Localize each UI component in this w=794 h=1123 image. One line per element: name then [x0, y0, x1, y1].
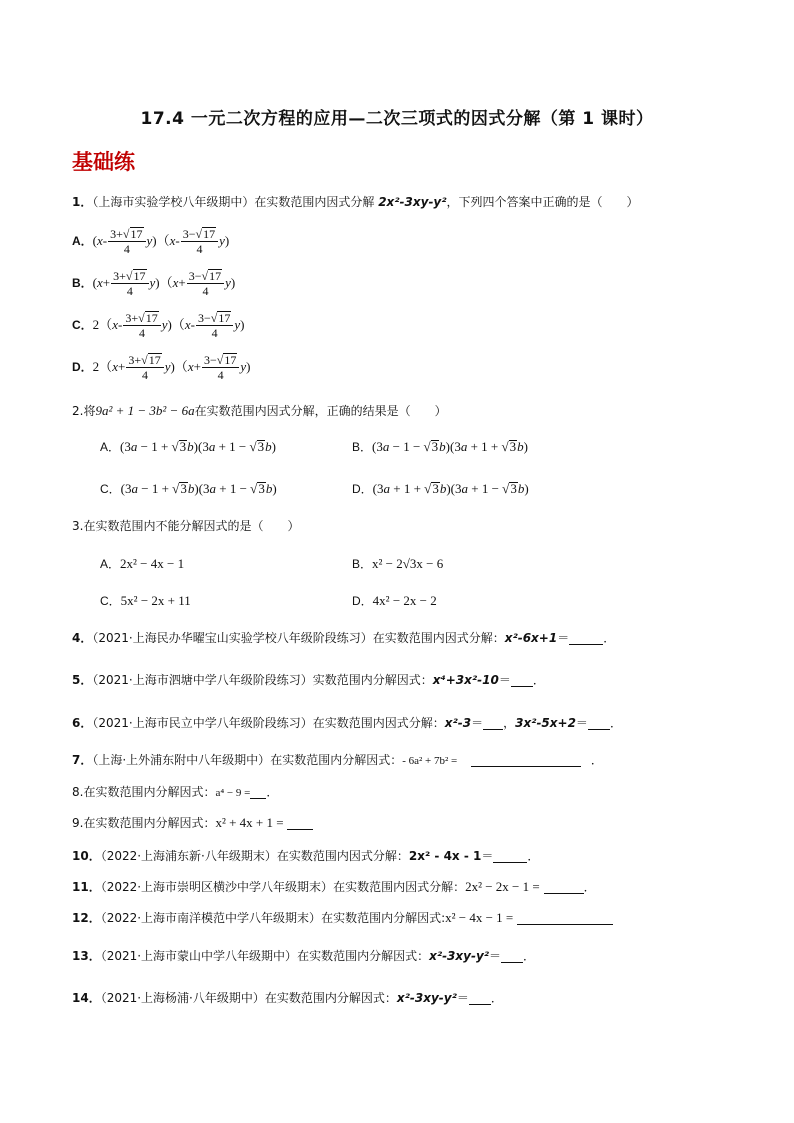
question-7: 7．（上海·上外浦东附中八年级期中）在实数范围内分解因式：- 6a² + 7b² = ．	[72, 753, 603, 767]
question-expression: 2x²-3xy-y²	[378, 195, 447, 209]
question-3-option-b[interactable]: B．x² − 2√3x − 6	[352, 556, 444, 571]
question-12: 12．（2022·上海市南洋模范中学八年级期末）在实数范围内分解因式:x² − 4x − 1 =	[72, 909, 613, 926]
answer-blank[interactable]	[250, 786, 266, 799]
section-heading: 基础练	[72, 150, 135, 174]
question-tail: ，下列四个答案中正确的是（ ）	[446, 195, 639, 209]
answer-blank[interactable]	[501, 950, 523, 963]
question-3-stem: 3.在实数范围内不能分解因式的是（ ）	[72, 519, 300, 533]
question-3-option-a[interactable]: A．2x² − 4x − 1	[100, 556, 185, 571]
answer-blank[interactable]	[511, 674, 533, 687]
question-2-option-d[interactable]: D．(3a + 1 + √3b)(3a + 1 − √3b)	[352, 481, 529, 496]
question-2-option-b[interactable]: B．(3a − 1 − √3b)(3a + 1 + √3b)	[352, 439, 528, 454]
question-11: 11．（2022·上海市崇明区横沙中学八年级期末）在实数范围内因式分解：2x² − 2x − 1 = ．	[72, 879, 596, 894]
question-4: 4．（2021·上海民办华曜宝山实验学校八年级阶段练习）在实数范围内因式分解：x²-6x+1＝ ．	[72, 631, 616, 645]
question-expression: 9a² + 1 − 3b² − 6a	[95, 403, 195, 418]
question-14: 14．（2021·上海杨浦·八年级期中）在实数范围内分解因式：x²-3xy-y²＝ ．	[72, 991, 503, 1005]
question-1-option-a[interactable]: A．(x- $\frac{3+√17}{4}$ y)（x- $\frac{3-√17}{4}$ y)	[72, 227, 230, 256]
question-1-option-d[interactable]: D．2（x+ $\frac{3+√17}{4}$ y)（x+ $\frac{3-√17}{4}$ y)	[72, 353, 251, 382]
question-13: 13．（2021·上海市蒙山中学八年级期中）在实数范围内分解因式：x²-3xy-y²＝ ．	[72, 949, 536, 963]
answer-blank[interactable]	[588, 717, 610, 730]
question-source: （上海市实验学校八年级期中）在实数范围内因式分解	[92, 195, 375, 209]
answer-blank[interactable]	[483, 717, 503, 730]
answer-blank[interactable]	[471, 754, 581, 767]
question-2-option-a[interactable]: A．(3a − 1 + √3b)(3a + 1 − √3b)	[100, 439, 276, 454]
question-2-stem: 2.将9a² + 1 − 3b² − 6a在实数范围内因式分解，正确的结果是（ ）	[72, 403, 447, 418]
question-10: 10．（2022·上海浦东新·八年级期末）在实数范围内因式分解：2x² - 4x - 1＝ ．	[72, 849, 540, 863]
question-3-option-c[interactable]: C．5x² − 2x + 11	[100, 593, 191, 608]
question-1-stem	[72, 193, 639, 210]
answer-blank[interactable]	[517, 912, 613, 925]
question-1-option-c[interactable]: C．2（x- $\frac{3+√17}{4}$ y)（x- $\frac{3-√17}{4}$ y)	[72, 311, 245, 340]
question-number: 1．	[72, 195, 93, 209]
answer-blank[interactable]	[469, 992, 491, 1005]
page-title: 17.4 一元二次方程的应用—二次三项式的因式分解（第 1 课时）	[140, 109, 654, 129]
answer-blank[interactable]	[544, 881, 584, 894]
question-1-option-b[interactable]: B．(x+ $\frac{3+√17}{4}$ y)（x+ $\frac{3-√17}{4}$ y)	[72, 269, 236, 298]
answer-blank[interactable]	[569, 632, 603, 645]
question-2-option-c[interactable]: C．(3a − 1 + √3b)(3a + 1 − √3b)	[100, 481, 277, 496]
question-5: 5．（2021·上海市泗塘中学八年级阶段练习）实数范围内分解因式：x⁴+3x²-10＝ ．	[72, 673, 545, 687]
question-8: 8.在实数范围内分解因式：a⁴ − 9 = ．	[72, 785, 279, 799]
question-6: 6．（2021·上海市民立中学八年级阶段练习）在实数范围内因式分解：x²-3＝ ，3x²-5x+2＝ ．	[72, 716, 622, 730]
question-9: 9.在实数范围内分解因式：x² + 4x + 1 =	[72, 814, 313, 831]
question-3-option-d[interactable]: D．4x² − 2x − 2	[352, 593, 437, 608]
answer-blank[interactable]	[287, 817, 313, 830]
answer-blank[interactable]	[493, 850, 527, 863]
